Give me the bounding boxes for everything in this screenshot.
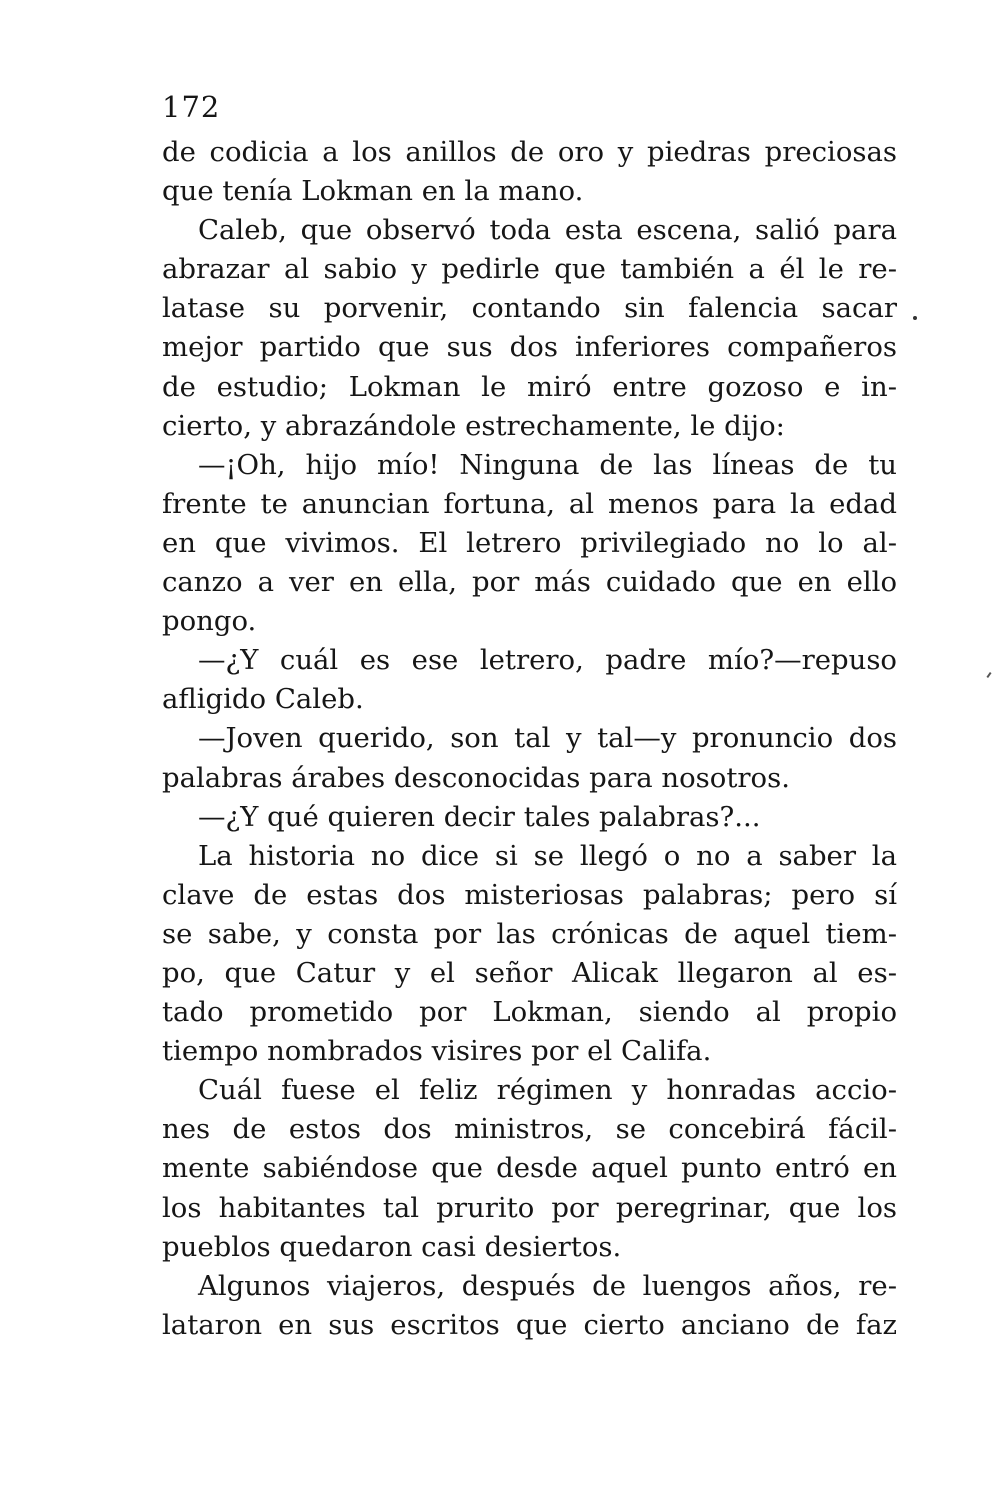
text-line: —Joven querido, son tal y tal—y pronuncio dos	[198, 722, 897, 755]
text-line: frente te anuncian fortuna, al menos para la edad	[162, 487, 897, 520]
text-line: canzo a ver en ella, por más cuidado que en ello	[162, 566, 897, 599]
text-line: mente sabiéndose que desde aquel punto entró en	[162, 1152, 897, 1185]
text-line: nes de estos dos ministros, se concebirá fácil-	[162, 1113, 897, 1146]
text-line: latase su porvenir, contando sin falencia sacar	[162, 292, 897, 325]
text-line: —¿Y cuál es ese letrero, padre mío?—repuso	[198, 644, 897, 677]
text-line: palabras árabes desconocidas para nosotros.	[162, 761, 790, 794]
text-line: Cuál fuese el feliz régimen y honradas accio-	[198, 1074, 897, 1107]
page-number: 172	[162, 90, 221, 124]
body-text	[162, 133, 897, 1345]
text-line: cierto, y abrazándole estrechamente, le dijo:	[162, 409, 785, 442]
text-line: —¿Y qué quieren decir tales palabras?...	[198, 800, 761, 833]
text-line: —¡Oh, hijo mío! Ninguna de las líneas de tu	[198, 448, 897, 481]
text-line: abrazar al sabio y pedirle que también a él le re-	[162, 253, 897, 286]
text-line: se sabe, y consta por las crónicas de aquel tiem-	[162, 917, 897, 950]
text-line: La historia no dice si se llegó o no a saber la	[198, 839, 897, 872]
text-line: que tenía Lokman en la mano.	[162, 175, 584, 208]
text-line: mejor partido que sus dos inferiores compañeros	[162, 331, 897, 364]
scan-mark	[986, 672, 991, 678]
text-line: Algunos viajeros, después de luengos años, re-	[198, 1269, 897, 1302]
text-line: clave de estas dos misteriosas palabras; pero sí	[162, 878, 897, 911]
text-line: de codicia a los anillos de oro y piedras preciosas	[162, 136, 897, 168]
text-line: Caleb, que observó toda esta escena, salió para	[198, 214, 897, 247]
text-line: pueblos quedaron casi desiertos.	[162, 1230, 622, 1263]
text-line: los habitantes tal prurito por peregrinar, que los	[162, 1191, 897, 1224]
text-line: en que vivimos. El letrero privilegiado no lo al-	[162, 526, 897, 559]
text-line: pongo.	[162, 605, 257, 638]
scan-speck	[913, 316, 917, 320]
text-line: tado prometido por Lokman, siendo al propio	[162, 996, 897, 1029]
text-line: de estudio; Lokman le miró entre gozoso e in-	[162, 370, 897, 403]
text-line: lataron en sus escritos que cierto anciano de faz	[162, 1308, 897, 1341]
text-line: po, que Catur y el señor Alicak llegaron al es-	[162, 956, 897, 989]
text-line: afligido Caleb.	[162, 683, 364, 716]
text-line: tiempo nombrados visires por el Califa.	[162, 1035, 712, 1068]
